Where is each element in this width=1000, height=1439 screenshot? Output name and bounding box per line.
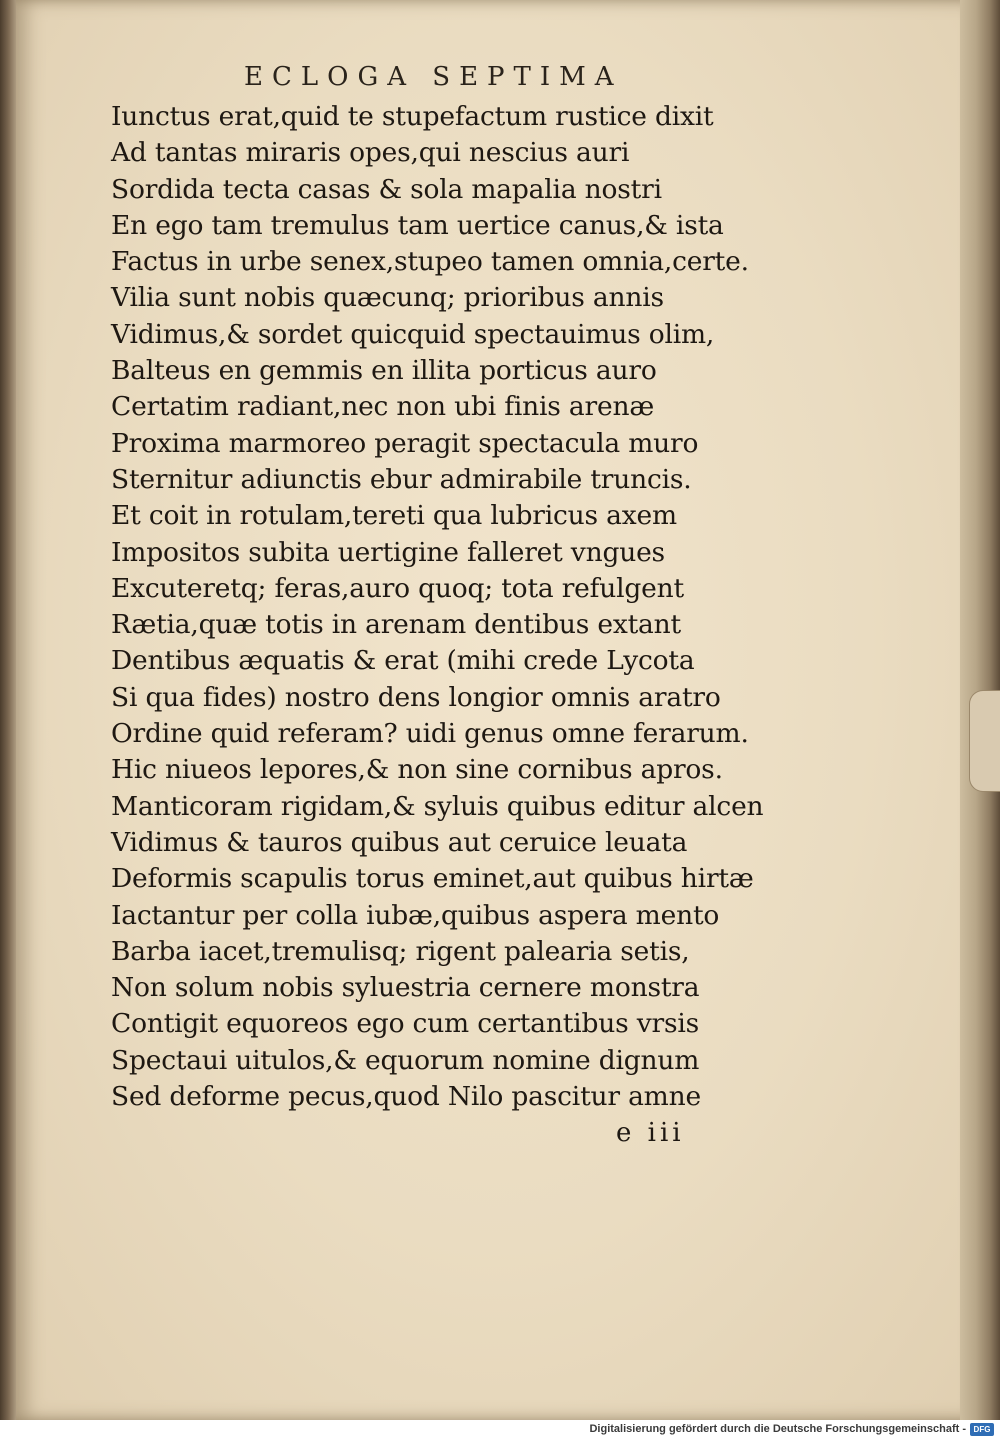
verse-line: Sternitur adiunctis ebur admirabile truncis.	[111, 463, 692, 495]
page-tab-notch	[969, 690, 1000, 792]
verse-line: Manticoram rigidam,& syluis quibus editur alcen	[111, 790, 764, 822]
book-page	[16, 0, 974, 1420]
verse-line: Ordine quid referam? uidi genus omne ferarum.	[111, 718, 749, 750]
verse-line: Spectaui uitulos,& equorum nomine dignum	[111, 1044, 700, 1076]
verse-line: Rætia,quæ totis in arenam dentibus extant	[111, 609, 681, 641]
verse-line: Dentibus æquatis & erat (mihi crede Lycota	[111, 645, 695, 677]
verse-line: Iactantur per colla iubæ,quibus aspera mento	[111, 899, 720, 931]
verse-line: Vidimus,& sordet quicquid spectauimus olim,	[111, 318, 715, 350]
running-head: ECLOGA SEPTIMA	[244, 62, 623, 92]
verse-line: Iunctus erat,quid te stupefactum rustice dixit	[111, 101, 714, 132]
verse-line: Sordida tecta casas & sola mapalia nostri	[111, 173, 662, 205]
footer-bar	[0, 1420, 1000, 1439]
verse-line: Barba iacet,tremulisq; rigent palearia setis,	[111, 935, 690, 967]
verse-line: Sed deforme pecus,quod Nilo pascitur amne	[111, 1081, 701, 1113]
verse-line: Non solum nobis syluestria cernere monstra	[111, 972, 700, 1004]
verse-line: Ad tantas miraris opes,qui nescius auri	[111, 137, 630, 169]
verse-line: Balteus en gemmis en illita porticus auro	[111, 355, 657, 387]
verse-line: Vilia sunt nobis quæcunq; prioribus annis	[111, 282, 664, 314]
verse-line: Excuteretq; feras,auro quoq; tota refulgent	[111, 572, 684, 604]
verse-line: En ego tam tremulus tam uertice canus,& ista	[111, 209, 724, 241]
funding-credit: Digitalisierung gefördert durch die Deutsche Forschungsgemeinschaft -	[589, 1423, 966, 1435]
verse-line: Factus in urbe senex,stupeo tamen omnia,certe.	[111, 246, 749, 278]
verse-line: Proxima marmoreo peragit spectacula muro	[111, 427, 699, 459]
verse-line: Contigit equoreos ego cum certantibus vrsis	[111, 1008, 700, 1040]
verse-line: Impositos subita uertigine falleret vngues	[111, 536, 665, 568]
verse-line: Certatim radiant,nec non ubi finis arenæ	[111, 391, 655, 423]
verse-line: Si qua fides) nostro dens longior omnis aratro	[111, 681, 721, 713]
verse-line: Deformis scapulis torus eminet,aut quibus hirtæ	[111, 863, 754, 895]
verse-line: Hic niueos lepores,& non sine cornibus apros.	[111, 754, 723, 786]
verse-lines	[111, 99, 764, 1115]
signature-mark: e iii	[616, 1118, 685, 1148]
verse-line: Et coit in rotulam,tereti qua lubricus axem	[111, 500, 677, 532]
page-stack-edge	[960, 0, 1000, 1420]
verse-line: Vidimus & tauros quibus aut ceruice leuata	[111, 826, 688, 858]
dfg-logo-icon: DFG	[970, 1423, 994, 1436]
